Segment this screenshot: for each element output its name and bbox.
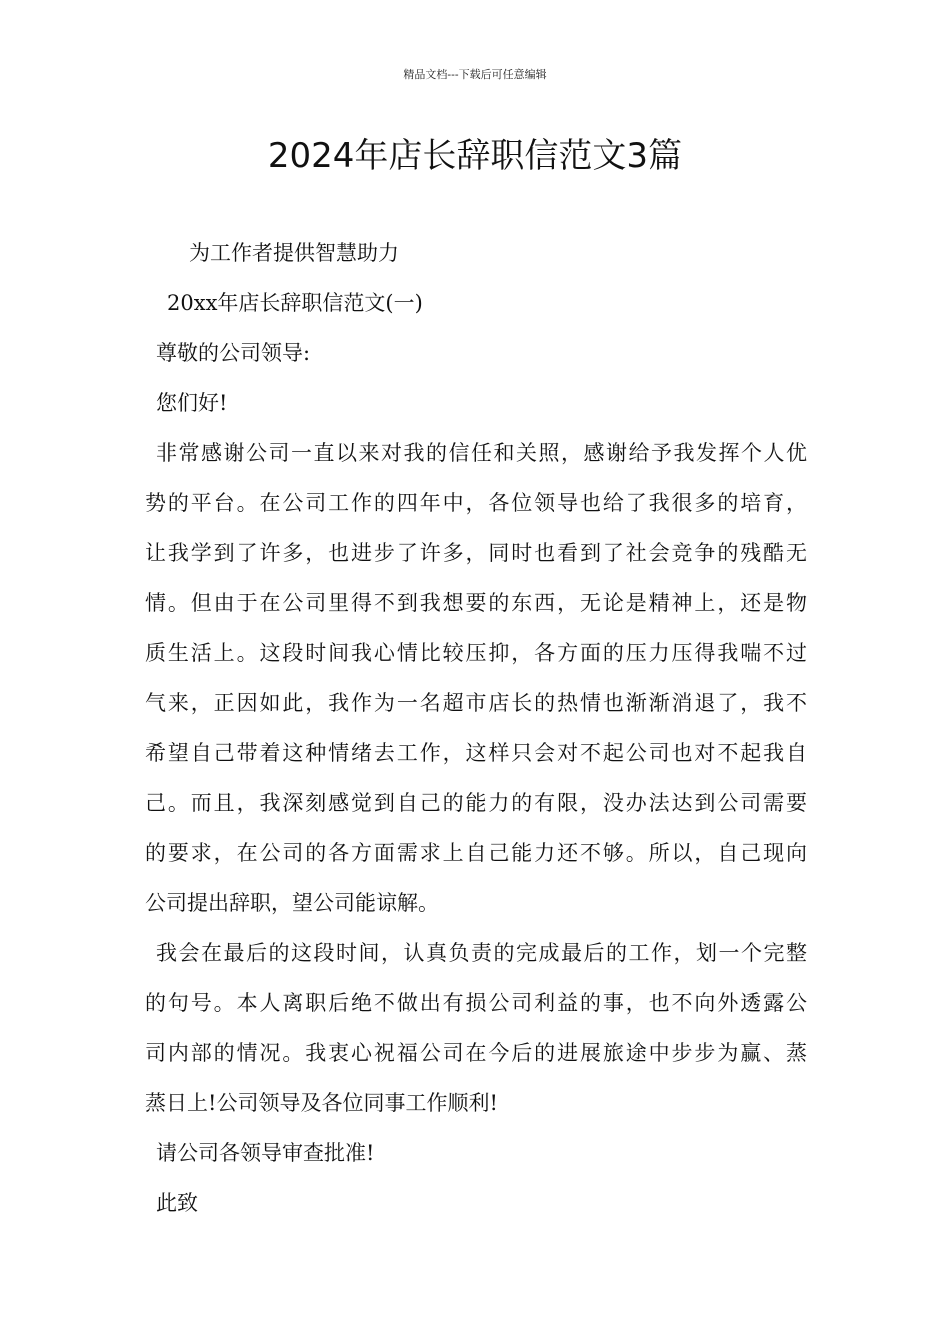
paragraph-line: 情。但由于在公司里得不到我想要的东西，无论是精神上，还是物 <box>145 591 807 615</box>
paragraph-line: 势的平台。在公司工作的四年中，各位领导也给了我很多的培育， <box>145 491 807 515</box>
paragraph-line: 公司提出辞职，望公司能谅解。 <box>145 891 439 915</box>
document-title: 2024年店长辞职信范文3篇 <box>267 136 683 176</box>
paragraph-line: 非常感谢公司一直以来对我的信任和关照，感谢给予我发挥个人优 <box>156 441 807 465</box>
paragraph-line: 司内部的情况。我衷心祝福公司在今后的进展旅途中步步为赢、蒸 <box>145 1041 807 1065</box>
paragraph-line: 的要求，在公司的各方面需求上自己能力还不够。所以，自己现向 <box>145 841 807 865</box>
paragraph-line: 希望自己带着这种情绪去工作，这样只会对不起公司也对不起我自 <box>145 741 807 765</box>
salutation: 尊敬的公司领导: <box>156 341 311 365</box>
paragraph-1 <box>145 428 807 928</box>
paragraph-2 <box>145 928 807 1128</box>
approval-request: 请公司各领导审查批准! <box>156 1141 375 1165</box>
letter-subtitle: 20xx年店长辞职信范文(一) <box>167 291 423 315</box>
paragraph-line: 质生活上。这段时间我心情比较压抑，各方面的压力压得我喘不过 <box>145 641 807 665</box>
paragraph-line: 己。而且，我深刻感觉到自己的能力的有限，没办法达到公司需要 <box>145 791 807 815</box>
closing: 此致 <box>156 1191 198 1215</box>
tagline: 为工作者提供智慧助力 <box>189 241 399 265</box>
paragraph-line: 气来，正因如此，我作为一名超市店长的热情也渐渐消退了，我不 <box>145 691 807 715</box>
paragraph-line: 的句号。本人离职后绝不做出有损公司利益的事，也不向外透露公 <box>145 991 807 1015</box>
paragraph-line: 蒸日上!公司领导及各位同事工作顺利! <box>145 1091 498 1115</box>
paragraph-line: 让我学到了许多，也进步了许多，同时也看到了社会竞争的残酷无 <box>145 541 807 565</box>
paragraph-line: 我会在最后的这段时间，认真负责的完成最后的工作，划一个完整 <box>156 941 807 965</box>
header-note: 精品文档---下载后可任意编辑 <box>403 68 547 81</box>
document-body <box>145 228 807 1228</box>
greeting: 您们好! <box>156 391 228 415</box>
